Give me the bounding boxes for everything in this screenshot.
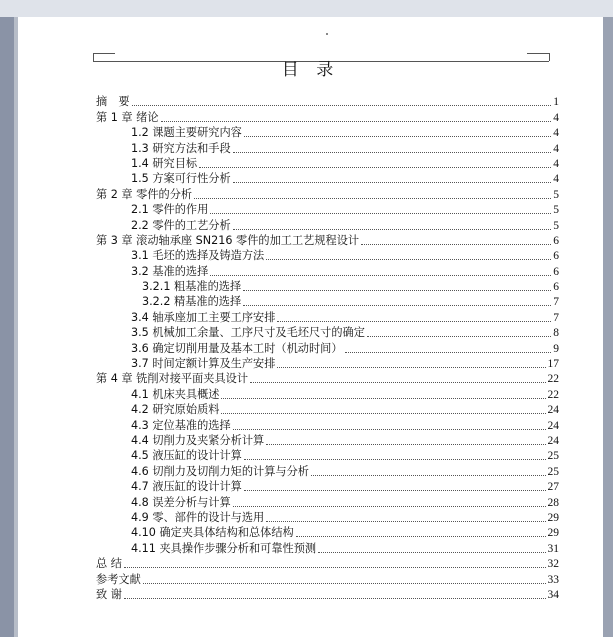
toc-entry-page: 4 <box>553 111 559 124</box>
toc-entry[interactable] <box>96 202 559 217</box>
window-top-bar <box>0 0 613 17</box>
toc-entry-page: 9 <box>553 342 559 355</box>
header-corner-right <box>527 53 549 54</box>
toc-entry-page: 5 <box>553 188 559 201</box>
toc-entry-page: 5 <box>553 204 559 217</box>
toc-entry[interactable] <box>96 463 559 478</box>
toc-entry-label: 致 谢 <box>96 587 122 601</box>
toc-leader-dots <box>210 213 551 214</box>
toc-entry-page: 4 <box>553 173 559 186</box>
toc-entry-label: 4.9 零、部件的设计与选用 <box>131 510 265 524</box>
toc-leader-dots <box>311 475 546 476</box>
toc-leader-dots <box>221 398 545 399</box>
toc-entry-label: 摘 要 <box>96 95 130 109</box>
toc-entry[interactable] <box>96 325 559 340</box>
toc-entry[interactable] <box>96 109 559 124</box>
toc-entry-label: 4.2 研究原始质料 <box>131 403 220 417</box>
toc-entry-label: 4.8 误差分析与计算 <box>131 495 231 509</box>
toc-entry-label: 3.2.2 精基准的选择 <box>142 295 242 309</box>
toc-entry-page: 27 <box>547 481 559 494</box>
toc-entry-page: 32 <box>547 558 559 571</box>
toc-entry-label: 4.4 切削力及夹紧分析计算 <box>131 433 265 447</box>
toc-leader-dots <box>221 413 545 414</box>
vertical-scrollbar[interactable] <box>603 17 613 637</box>
toc-entry[interactable] <box>96 571 559 586</box>
document-page <box>18 17 603 637</box>
toc-entry-label: 1.3 研究方法和手段 <box>131 141 231 155</box>
toc-entry-page: 24 <box>547 434 559 447</box>
toc-leader-dots <box>210 275 551 276</box>
left-ruler-edge <box>0 17 14 637</box>
toc-entry[interactable] <box>96 386 559 401</box>
toc-leader-dots <box>132 105 552 106</box>
toc-entry-page: 24 <box>547 404 559 417</box>
toc-entry-page: 6 <box>553 281 559 294</box>
toc-entry-page: 7 <box>553 296 559 309</box>
toc-entry-page: 25 <box>547 465 559 478</box>
toc-leader-dots <box>243 290 551 291</box>
toc-entry-label: 1.2 课题主要研究内容 <box>131 126 242 140</box>
toc-entry[interactable] <box>96 294 559 309</box>
toc-entry[interactable] <box>96 156 559 171</box>
toc-entry[interactable] <box>96 356 559 371</box>
toc-leader-dots <box>277 321 551 322</box>
toc-entry-page: 25 <box>547 450 559 463</box>
toc-entry-page: 6 <box>553 265 559 278</box>
toc-leader-dots <box>277 367 545 368</box>
toc-entry-page: 7 <box>553 311 559 324</box>
toc-entry-page: 31 <box>547 542 559 555</box>
toc-leader-dots <box>345 352 552 353</box>
toc-leader-dots <box>233 152 552 153</box>
toc-leader-dots <box>161 121 552 122</box>
toc-entry-page: 6 <box>553 250 559 263</box>
toc-leader-dots <box>266 259 551 260</box>
toc-entry[interactable] <box>96 587 559 602</box>
toc-entry-label: 4.6 切削力及切削力矩的计算与分析 <box>131 464 309 478</box>
toc-entry-label: 参考文献 <box>96 572 141 586</box>
toc-leader-dots <box>244 490 546 491</box>
toc-entry[interactable] <box>96 510 559 525</box>
toc-entry[interactable] <box>96 371 559 386</box>
toc-leader-dots <box>233 182 552 183</box>
toc-entry-label: 1.4 研究目标 <box>131 156 198 170</box>
toc-entry-label: 2.2 零件的工艺分析 <box>131 218 231 232</box>
toc-entry-label: 总 结 <box>96 557 122 571</box>
toc-title: 目 录 <box>281 60 340 80</box>
toc-entry-page: 29 <box>547 511 559 524</box>
toc-entry-page: 29 <box>547 527 559 540</box>
toc-entry[interactable] <box>96 540 559 555</box>
toc-entry-label: 第 3 章 滚动轴承座 SN216 零件的加工工艺规程设计 <box>96 233 360 247</box>
toc-entry-label: 4.1 机床夹具概述 <box>131 387 220 401</box>
toc-entry[interactable] <box>96 525 559 540</box>
toc-leader-dots <box>318 552 545 553</box>
toc-entry[interactable] <box>96 417 559 432</box>
toc-leader-dots <box>266 521 545 522</box>
toc-entry[interactable] <box>96 233 559 248</box>
toc-entry-page: 22 <box>547 373 559 386</box>
toc-entry[interactable] <box>96 494 559 509</box>
table-of-contents <box>96 94 559 602</box>
toc-entry[interactable] <box>96 433 559 448</box>
toc-leader-dots <box>244 459 546 460</box>
toc-entry[interactable] <box>96 402 559 417</box>
toc-entry-page: 6 <box>553 234 559 247</box>
toc-entry-label: 3.1 毛坯的选择及铸造方法 <box>131 249 265 263</box>
toc-entry-label: 3.2 基准的选择 <box>131 264 209 278</box>
toc-entry-label: 4.3 定位基准的选择 <box>131 418 231 432</box>
toc-entry[interactable] <box>96 340 559 355</box>
toc-entry-page: 33 <box>547 573 559 586</box>
toc-entry-page: 8 <box>553 327 559 340</box>
toc-entry-label: 3.6 确定切削用量及基本工时（机动时间） <box>131 341 343 355</box>
toc-entry-label: 第 1 章 绪论 <box>96 110 159 124</box>
toc-entry-page: 4 <box>553 142 559 155</box>
toc-leader-dots <box>266 444 545 445</box>
toc-entry-label: 3.2.1 粗基准的选择 <box>142 280 242 294</box>
toc-entry-label: 3.7 时间定额计算及生产安排 <box>131 357 276 371</box>
toc-entry-page: 22 <box>547 388 559 401</box>
toc-leader-dots <box>124 598 546 599</box>
toc-leader-dots <box>199 167 551 168</box>
paragraph-mark <box>326 33 328 35</box>
toc-entry[interactable] <box>96 94 559 109</box>
toc-entry-page: 24 <box>547 419 559 432</box>
toc-entry-label: 2.1 零件的作用 <box>131 203 209 217</box>
toc-entry[interactable] <box>96 140 559 155</box>
toc-entry-page: 17 <box>547 358 559 371</box>
toc-entry[interactable] <box>96 448 559 463</box>
toc-leader-dots <box>233 229 552 230</box>
toc-entry-label: 4.10 确定夹具体结构和总体结构 <box>131 526 294 540</box>
toc-entry-label: 4.7 液压缸的设计计算 <box>131 480 242 494</box>
toc-entry-page: 4 <box>553 127 559 140</box>
toc-leader-dots <box>361 244 551 245</box>
toc-entry[interactable] <box>96 217 559 232</box>
toc-entry-label: 第 4 章 铣削对接平面夹具设计 <box>96 372 249 386</box>
toc-entry[interactable] <box>96 309 559 324</box>
toc-leader-dots <box>243 305 551 306</box>
toc-entry-page: 5 <box>553 219 559 232</box>
toc-leader-dots <box>194 198 551 199</box>
toc-entry-label: 第 2 章 零件的分析 <box>96 187 193 201</box>
toc-entry[interactable] <box>96 556 559 571</box>
toc-leader-dots <box>143 583 546 584</box>
toc-leader-dots <box>250 382 545 383</box>
toc-entry[interactable] <box>96 248 559 263</box>
toc-entry-label: 4.5 液压缸的设计计算 <box>131 449 242 463</box>
toc-leader-dots <box>367 336 551 337</box>
toc-leader-dots <box>124 567 546 568</box>
toc-entry[interactable] <box>96 263 559 278</box>
toc-entry[interactable] <box>96 479 559 494</box>
toc-entry[interactable] <box>96 125 559 140</box>
toc-entry[interactable] <box>96 186 559 201</box>
toc-entry-label: 3.5 机械加工余量、工序尺寸及毛坯尺寸的确定 <box>131 326 365 340</box>
toc-leader-dots <box>296 536 546 537</box>
toc-leader-dots <box>244 136 551 137</box>
toc-entry[interactable] <box>96 279 559 294</box>
toc-entry-page: 34 <box>547 588 559 601</box>
toc-entry-page: 4 <box>553 157 559 170</box>
toc-leader-dots <box>233 429 546 430</box>
toc-entry-label: 1.5 方案可行性分析 <box>131 172 231 186</box>
toc-entry-label: 3.4 轴承座加工主要工序安排 <box>131 310 276 324</box>
toc-leader-dots <box>233 506 546 507</box>
toc-entry-page: 28 <box>547 496 559 509</box>
header-corner-left <box>93 53 115 54</box>
toc-entry-page: 1 <box>553 96 559 109</box>
toc-entry-label: 4.11 夹具操作步骤分析和可靠性预测 <box>131 541 317 555</box>
toc-entry[interactable] <box>96 171 559 186</box>
